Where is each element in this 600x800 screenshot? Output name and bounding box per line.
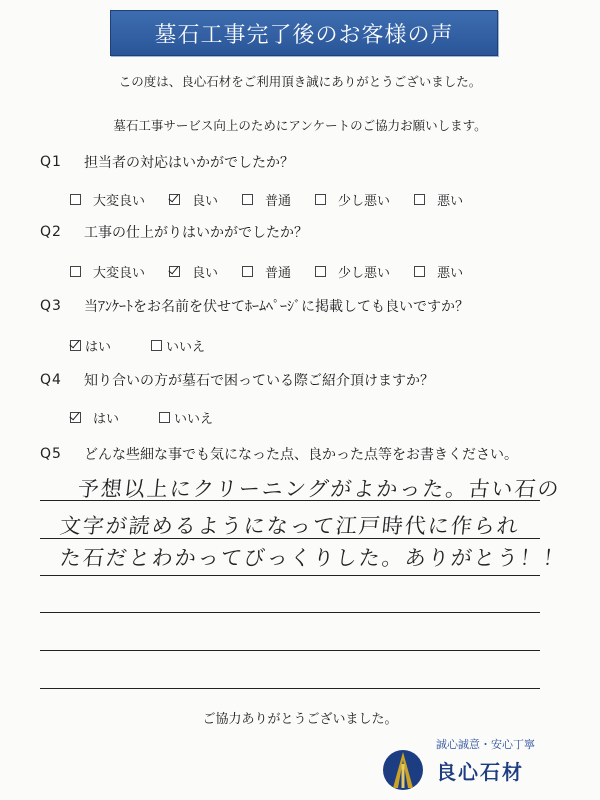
checkbox[interactable] bbox=[242, 194, 253, 205]
option-average[interactable]: 普通 bbox=[242, 190, 291, 209]
checkbox[interactable] bbox=[151, 340, 162, 351]
question-3 bbox=[40, 296, 469, 316]
checkbox-checked[interactable] bbox=[169, 266, 180, 277]
option-no[interactable]: いいえ bbox=[151, 336, 205, 355]
question-5 bbox=[40, 444, 518, 464]
handwritten-line-2: 文字が読めるようになって江戸時代に作られ bbox=[58, 514, 522, 538]
question-4 bbox=[40, 370, 434, 390]
question-3-options bbox=[70, 336, 229, 355]
option-good[interactable]: 良い bbox=[169, 190, 218, 209]
writing-line bbox=[40, 688, 540, 689]
closing-message: ご協力ありがとうございました。 bbox=[202, 712, 398, 727]
option-no[interactable]: いいえ bbox=[159, 408, 213, 427]
checkbox[interactable] bbox=[414, 266, 425, 277]
question-number: Q3 bbox=[40, 298, 62, 314]
question-text: 当ｱﾝｹｰﾄをお名前を伏せてﾎｰﾑﾍﾟｰｼﾞに掲載しても良いですか？ bbox=[84, 299, 469, 315]
question-1-options bbox=[70, 190, 487, 209]
question-number: Q5 bbox=[40, 446, 62, 462]
writing-line bbox=[40, 650, 540, 651]
writing-line bbox=[40, 612, 540, 613]
option-average[interactable]: 普通 bbox=[242, 262, 291, 281]
checkbox[interactable] bbox=[70, 194, 81, 205]
stone-pillar-logo-icon bbox=[380, 748, 426, 792]
checkbox[interactable] bbox=[159, 412, 170, 423]
checkbox[interactable] bbox=[315, 266, 326, 277]
title-banner bbox=[110, 10, 498, 56]
option-very-good[interactable]: 大変良い bbox=[70, 262, 145, 281]
question-text: 工事の仕上がりはいかがでしたか？ bbox=[84, 225, 308, 241]
company-logo bbox=[380, 736, 580, 794]
writing-line bbox=[40, 538, 540, 539]
question-4-options bbox=[70, 408, 237, 427]
handwritten-line-3: た石だとわかってびっくりした。ありがとう！！ bbox=[58, 546, 568, 570]
checkbox-checked[interactable] bbox=[169, 194, 180, 205]
checkbox[interactable] bbox=[315, 194, 326, 205]
option-very-good[interactable]: 大変良い bbox=[70, 190, 145, 209]
handwritten-line-1: 予想以上にクリーニングがよかった。古い石の bbox=[76, 477, 562, 501]
checkbox[interactable] bbox=[414, 194, 425, 205]
question-text: 知り合いの方が墓石で困っている際ご紹介頂けますか？ bbox=[84, 373, 434, 389]
question-1 bbox=[40, 152, 294, 172]
question-2 bbox=[40, 222, 308, 242]
checkbox[interactable] bbox=[242, 266, 253, 277]
writing-line bbox=[40, 500, 540, 501]
option-yes[interactable]: はい bbox=[70, 408, 119, 427]
option-good[interactable]: 良い bbox=[169, 262, 218, 281]
checkbox[interactable] bbox=[70, 266, 81, 277]
checkbox-checked[interactable] bbox=[70, 340, 81, 351]
option-slightly-bad[interactable]: 少し悪い bbox=[315, 190, 390, 209]
question-2-options bbox=[70, 262, 487, 281]
intro-line-1: この度は、良心石材をご利用頂き誠にありがとうございました。 bbox=[118, 74, 482, 89]
question-number: Q2 bbox=[40, 224, 62, 240]
company-tagline: 誠心誠意・安心丁寧 bbox=[436, 738, 535, 751]
question-text: どんな些細な事でも気になった点、良かった点等をお書きください。 bbox=[84, 447, 518, 463]
question-number: Q1 bbox=[40, 154, 62, 170]
checkbox-checked[interactable] bbox=[70, 412, 81, 423]
option-yes[interactable]: はい bbox=[70, 336, 111, 355]
company-name: 良心石材 bbox=[436, 760, 524, 784]
intro-line-2: 墓石工事サービス向上のためにアンケートのご協力お願いします。 bbox=[113, 118, 487, 133]
option-slightly-bad[interactable]: 少し悪い bbox=[315, 262, 390, 281]
question-text: 担当者の対応はいかがでしたか？ bbox=[84, 155, 294, 171]
page-title: 墓石工事完了後のお客様の声 bbox=[154, 22, 454, 48]
option-bad[interactable]: 悪い bbox=[414, 190, 463, 209]
writing-line bbox=[40, 575, 540, 576]
option-bad[interactable]: 悪い bbox=[414, 262, 463, 281]
question-number: Q4 bbox=[40, 372, 62, 388]
